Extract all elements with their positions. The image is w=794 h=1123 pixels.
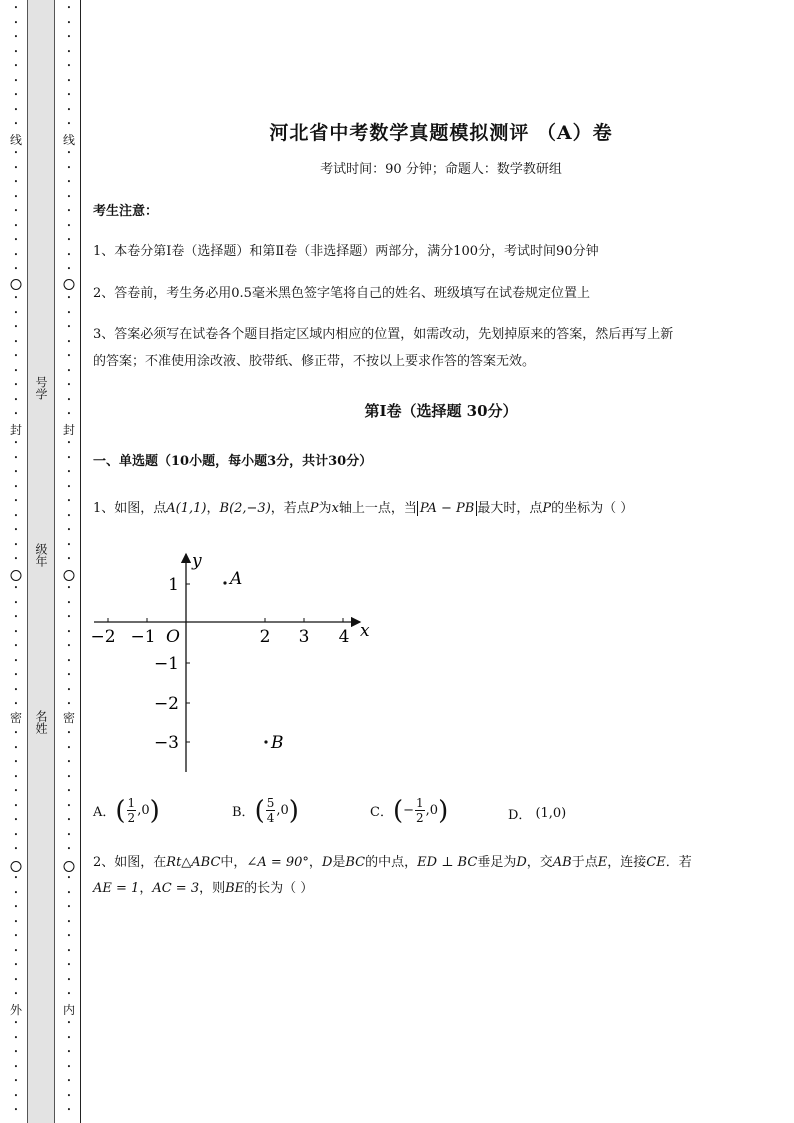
option-tail: ,0 xyxy=(137,803,150,818)
binding-dot: • xyxy=(13,1033,19,1042)
q2-text: 中， xyxy=(220,855,247,870)
binding-dot: • xyxy=(13,1062,19,1071)
binding-dot: • xyxy=(66,613,72,621)
option-text: (1,0) xyxy=(535,806,567,821)
binding-dot: • xyxy=(13,700,19,708)
binding-circle xyxy=(11,279,22,290)
binding-dot: • xyxy=(13,932,19,940)
binding-dot: • xyxy=(13,917,19,926)
q2-math: D xyxy=(516,855,527,870)
binding-dot: • xyxy=(13,207,19,215)
binding-dot: • xyxy=(66,555,72,563)
binding-dot: • xyxy=(66,772,72,781)
right-paren: ) xyxy=(288,795,299,826)
q2-text: 2、如图，在 xyxy=(93,855,167,870)
binding-dot: • xyxy=(66,105,72,114)
binding-dot: • xyxy=(66,294,72,302)
binding-dot: • xyxy=(66,946,72,955)
binding-dot: • xyxy=(66,1033,72,1042)
binding-dot: • xyxy=(13,990,19,998)
q2-math: BC xyxy=(345,855,366,870)
strip-field-grade xyxy=(28,543,54,567)
binding-dot: • xyxy=(13,511,19,520)
binding-dot: • xyxy=(66,33,72,41)
q2-text: 是 xyxy=(332,855,346,870)
y-tick-label: −2 xyxy=(153,694,179,714)
binding-dot: • xyxy=(13,961,19,969)
x-tick-label: 4 xyxy=(338,627,350,647)
binding-dot: • xyxy=(13,308,19,317)
binding-dot: • xyxy=(13,526,19,534)
left-paren: ( xyxy=(115,795,126,826)
q2-text: ，连接 xyxy=(607,855,647,870)
q1-text: ， xyxy=(206,501,220,516)
x-tick-label: −1 xyxy=(130,627,156,647)
option-sign: − xyxy=(403,803,415,818)
option-letter: B． xyxy=(232,805,255,820)
binding-dot: • xyxy=(66,961,72,969)
binding-dot: • xyxy=(13,758,19,766)
part-heading: 一、单选题（10小题，每小题3分，共计30分） xyxy=(93,454,373,469)
x-axis-label: x xyxy=(360,621,370,641)
binding-dot: • xyxy=(13,47,19,56)
q1-point-p: P xyxy=(309,501,319,516)
left-dot-column xyxy=(10,0,22,1123)
binding-circle xyxy=(64,279,75,290)
q2-math: ∠A = 90° xyxy=(246,855,309,870)
binding-dot: • xyxy=(13,845,19,853)
binding-circle xyxy=(64,570,75,581)
left-paren: ( xyxy=(392,795,404,826)
binding-dot: • xyxy=(13,265,19,273)
binding-dot: • xyxy=(66,816,72,824)
q1-point-a: A(1,1) xyxy=(166,501,207,516)
y-tick-label: −3 xyxy=(153,733,179,753)
binding-dot: • xyxy=(13,178,19,186)
binding-dot: • xyxy=(13,453,19,462)
q2-math: AB xyxy=(552,855,572,870)
frac-den: 4 xyxy=(266,811,275,825)
binding-dot: • xyxy=(13,352,19,360)
binding-dot: • xyxy=(66,801,72,810)
binding-dot: • xyxy=(13,236,19,244)
point-a-label: A xyxy=(230,569,243,589)
student-info-strip xyxy=(27,0,55,1123)
q2-math: AC = 3 xyxy=(152,881,200,896)
option-letter: D． xyxy=(508,808,532,823)
option-fraction xyxy=(127,796,137,825)
strip-field-name xyxy=(28,710,54,734)
binding-dot: • xyxy=(66,888,72,897)
binding-dot: • xyxy=(66,787,72,795)
binding-dot: • xyxy=(66,729,72,737)
strip-field-text: 名姓 xyxy=(34,710,48,734)
binding-dot: • xyxy=(13,1077,19,1085)
q1-text: 的坐标为（ ） xyxy=(551,501,634,516)
strip-field-text: 号学 xyxy=(34,376,48,400)
binding-label: 线 xyxy=(9,133,23,147)
binding-dot: • xyxy=(13,656,19,665)
binding-dot: • xyxy=(13,1106,19,1114)
q2-math: Rt△ABC xyxy=(166,855,221,870)
right-paren: ) xyxy=(438,795,449,826)
binding-dot: • xyxy=(13,105,19,114)
binding-circle xyxy=(64,861,75,872)
binding-dot: • xyxy=(66,526,72,534)
notice-heading: 考生注意： xyxy=(93,204,159,219)
binding-dot: • xyxy=(66,366,72,375)
q2-math: AE = 1 xyxy=(93,881,140,896)
binding-dot: • xyxy=(66,1062,72,1071)
binding-dot: • xyxy=(66,743,72,752)
y-axis-label: y xyxy=(192,551,202,571)
page-subtitle: 考试时间：90 分钟；命题人：数学教研组 xyxy=(320,162,562,177)
binding-dot: • xyxy=(13,366,19,375)
question-2-line-2 xyxy=(93,875,313,902)
binding-dot: • xyxy=(66,149,72,157)
binding-dot: • xyxy=(66,758,72,766)
binding-label: 密 xyxy=(9,711,23,725)
q2-math: ED ⊥ BC xyxy=(417,855,478,870)
binding-dot: • xyxy=(13,62,19,70)
point-b-marker xyxy=(264,740,267,743)
q2-text: ，交 xyxy=(526,855,553,870)
binding-dot: • xyxy=(13,598,19,607)
binding-dot: • xyxy=(66,1091,72,1100)
question-2-line-1 xyxy=(93,849,692,876)
q2-math: CE xyxy=(646,855,666,870)
binding-dot: • xyxy=(66,584,72,592)
binding-dot: • xyxy=(13,149,19,157)
binding-dot: • xyxy=(66,410,72,418)
q2-text: 于点 xyxy=(571,855,598,870)
binding-dot: • xyxy=(66,221,72,230)
y-tick-label: −1 xyxy=(153,654,179,674)
option-c[interactable] xyxy=(370,796,448,825)
binding-dot: • xyxy=(66,671,72,679)
binding-dot: • xyxy=(13,729,19,737)
binding-dot: • xyxy=(66,656,72,665)
binding-dot: • xyxy=(66,845,72,853)
binding-dot: • xyxy=(66,685,72,694)
binding-dot: • xyxy=(66,178,72,186)
binding-dot: • xyxy=(13,555,19,563)
binding-label: 内 xyxy=(62,1003,76,1017)
binding-label: 封 xyxy=(62,423,76,437)
binding-dot: • xyxy=(66,163,72,172)
option-fraction xyxy=(266,796,276,825)
option-b[interactable] xyxy=(232,796,299,825)
binding-dot: • xyxy=(66,932,72,940)
binding-dot: • xyxy=(66,395,72,404)
frac-num: 5 xyxy=(266,796,275,810)
strip-field-student-number xyxy=(28,376,54,400)
binding-dot: • xyxy=(13,18,19,27)
binding-dot: • xyxy=(66,352,72,360)
binding-dot: • xyxy=(66,308,72,317)
binding-dot: • xyxy=(66,192,72,201)
binding-dot: • xyxy=(13,946,19,955)
binding-dot: • xyxy=(13,4,19,12)
binding-dot: • xyxy=(66,700,72,708)
frac-num: 1 xyxy=(127,796,136,810)
binding-dot: • xyxy=(66,598,72,607)
page-title: 河北省中考数学真题模拟测评 （A）卷 xyxy=(269,122,613,144)
frac-num: 1 xyxy=(416,796,424,810)
q1-point-b: B(2,−3) xyxy=(219,501,271,516)
option-letter: C． xyxy=(370,805,393,820)
binding-dot: • xyxy=(13,381,19,389)
q1-text: 轴上一点，当 xyxy=(338,501,417,516)
binding-dot: • xyxy=(13,91,19,99)
binding-dot: • xyxy=(13,627,19,636)
binding-dot: • xyxy=(66,337,72,346)
binding-dot: • xyxy=(66,874,72,882)
strip-field-text: 级年 xyxy=(34,543,48,567)
binding-circle xyxy=(11,570,22,581)
binding-dot: • xyxy=(13,497,19,505)
binding-dot: • xyxy=(66,642,72,650)
q2-text: ， xyxy=(308,855,322,870)
binding-dot: • xyxy=(13,613,19,621)
binding-dot: • xyxy=(66,381,72,389)
question-1 xyxy=(93,495,633,522)
binding-dot: • xyxy=(13,395,19,404)
point-a-marker xyxy=(223,581,226,584)
left-paren: ( xyxy=(254,795,265,826)
binding-label: 外 xyxy=(9,1003,23,1017)
binding-dot: • xyxy=(13,410,19,418)
binding-dot: • xyxy=(13,76,19,85)
binding-dot: • xyxy=(66,1077,72,1085)
q2-math: BE xyxy=(225,881,245,896)
binding-label: 封 xyxy=(9,423,23,437)
binding-dot: • xyxy=(66,250,72,259)
binding-dot: • xyxy=(66,540,72,549)
binding-label: 密 xyxy=(62,711,76,725)
binding-dot: • xyxy=(13,888,19,897)
binding-dot: • xyxy=(66,917,72,926)
q2-text: ，则 xyxy=(199,881,226,896)
binding-dot: • xyxy=(13,1019,19,1027)
binding-dot: • xyxy=(13,163,19,172)
x-tick-label: 2 xyxy=(259,627,271,647)
binding-dot: • xyxy=(66,439,72,447)
binding-dot: • xyxy=(66,453,72,462)
x-tick-label: 3 xyxy=(298,627,310,647)
option-tail: ,0 xyxy=(276,803,289,818)
y-tick-label: 1 xyxy=(168,575,179,595)
point-b-label: B xyxy=(271,733,284,753)
binding-dot: • xyxy=(66,1048,72,1056)
binding-dot: • xyxy=(13,192,19,201)
binding-dot: • xyxy=(13,1091,19,1100)
binding-dot: • xyxy=(66,265,72,273)
q2-text: 的中点， xyxy=(365,855,418,870)
q1-text: ，若点 xyxy=(270,501,310,516)
q1-text: 1、如图，点 xyxy=(93,501,167,516)
binding-dot: • xyxy=(13,468,19,476)
binding-dot: • xyxy=(13,772,19,781)
binding-dot: • xyxy=(66,91,72,99)
binding-dot: • xyxy=(13,903,19,911)
q2-text: ， xyxy=(139,881,153,896)
q2-text: ．若 xyxy=(665,855,692,870)
frac-den: 2 xyxy=(127,811,136,825)
q2-text: 垂足为 xyxy=(477,855,517,870)
section-heading: 第I卷（选择题 30分） xyxy=(364,402,518,420)
binding-dot: • xyxy=(13,816,19,824)
option-letter: A． xyxy=(93,805,116,820)
binding-dot: • xyxy=(13,671,19,679)
frac-den: 2 xyxy=(416,811,424,825)
q1-text: 最大时，点 xyxy=(477,501,543,516)
binding-dot: • xyxy=(13,1048,19,1056)
right-paren: ) xyxy=(149,795,160,826)
binding-dot: • xyxy=(66,323,72,331)
origin-label: O xyxy=(166,627,180,647)
q1-point-p: P xyxy=(542,501,552,516)
binding-dot: • xyxy=(13,439,19,447)
binding-dot: • xyxy=(13,801,19,810)
binding-dot: • xyxy=(13,337,19,346)
binding-dot: • xyxy=(66,18,72,27)
binding-dot: • xyxy=(13,33,19,41)
binding-dot: • xyxy=(66,903,72,911)
binding-dot: • xyxy=(66,62,72,70)
q1-text: 为 xyxy=(318,501,332,516)
binding-dot: • xyxy=(66,1106,72,1114)
notice-item-3-cont: 的答案；不准使用涂改液、胶带纸、修正带，不按以上要求作答的答案无效。 xyxy=(93,354,536,369)
binding-dot: • xyxy=(66,120,72,128)
option-tail: ,0 xyxy=(425,803,439,818)
binding-dot: • xyxy=(66,497,72,505)
binding-dot: • xyxy=(66,1019,72,1027)
binding-dot: • xyxy=(66,468,72,476)
q1-x: x xyxy=(331,501,339,516)
notice-item-2: 2、答卷前，考生务必用0.5毫米黑色签字笔将自己的姓名、班级填写在试卷规定位置上 xyxy=(93,286,590,301)
binding-line xyxy=(80,0,81,1123)
binding-dot: • xyxy=(13,874,19,882)
binding-dot: • xyxy=(66,830,72,839)
binding-dot: • xyxy=(66,207,72,215)
binding-dot: • xyxy=(13,120,19,128)
x-tick-label: −2 xyxy=(90,627,116,647)
binding-dot: • xyxy=(13,221,19,230)
binding-dot: • xyxy=(13,482,19,491)
binding-circle xyxy=(11,861,22,872)
right-dot-column xyxy=(63,0,75,1123)
binding-dot: • xyxy=(13,642,19,650)
binding-dot: • xyxy=(66,47,72,56)
q2-math: D xyxy=(321,855,333,870)
option-a[interactable] xyxy=(93,796,160,825)
coordinate-figure xyxy=(88,548,388,780)
binding-dot: • xyxy=(13,250,19,259)
binding-dot: • xyxy=(13,584,19,592)
q2-text: 的长为（ ） xyxy=(244,881,314,896)
binding-dot: • xyxy=(66,990,72,998)
binding-label: 线 xyxy=(62,133,76,147)
notice-item-1: 1、本卷分第I卷（选择题）和第Ⅱ卷（非选择题）两部分，满分100分，考试时间90分钟 xyxy=(93,244,599,259)
binding-dot: • xyxy=(66,975,72,984)
binding-dot: • xyxy=(13,975,19,984)
binding-dot: • xyxy=(13,540,19,549)
binding-dot: • xyxy=(13,830,19,839)
option-fraction xyxy=(415,796,425,825)
q2-math: E xyxy=(597,855,608,870)
binding-dot: • xyxy=(66,627,72,636)
binding-dot: • xyxy=(13,743,19,752)
binding-dot: • xyxy=(66,236,72,244)
binding-dot: • xyxy=(13,685,19,694)
binding-dot: • xyxy=(66,76,72,85)
binding-dot: • xyxy=(13,323,19,331)
binding-dot: • xyxy=(66,4,72,12)
binding-dot: • xyxy=(13,787,19,795)
binding-dot: • xyxy=(13,294,19,302)
option-d[interactable] xyxy=(508,804,566,823)
q1-abs-expression: PA − PB xyxy=(417,501,477,516)
binding-dot: • xyxy=(66,511,72,520)
binding-dot: • xyxy=(66,482,72,491)
notice-item-3: 3、答案必须写在试卷各个题目指定区域内相应的位置，如需改动，先划掉原来的答案，然后再写上新 xyxy=(93,327,674,342)
